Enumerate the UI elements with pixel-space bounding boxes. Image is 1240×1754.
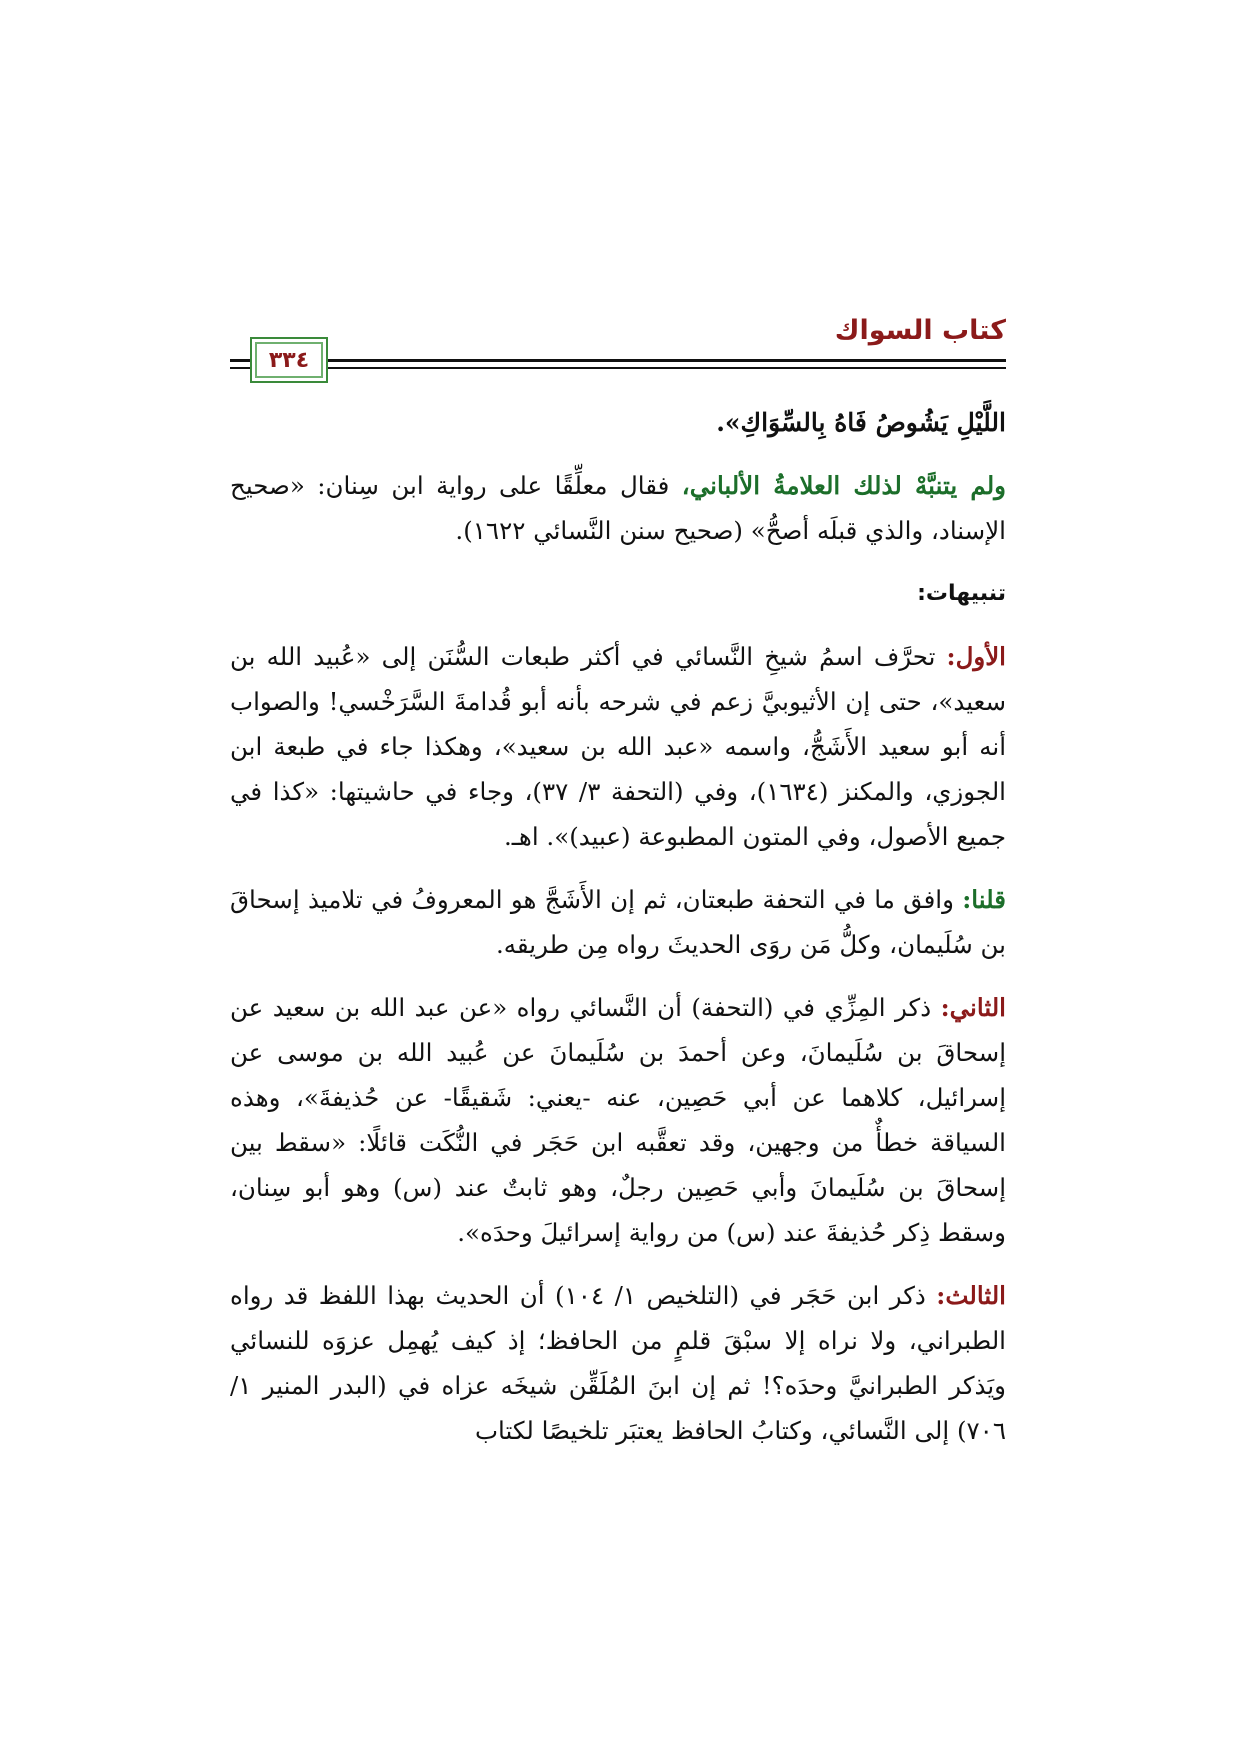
paragraph-second-note (230, 985, 1006, 1255)
paragraph-third-note (230, 1273, 1006, 1453)
paragraph-text: فقال معلِّقًا على رواية ابن سِنان: «صحيح الإسناد، والذي قبلَه أصحُّ» (صحيح سنن النَّسائي ١٦٢٢). (230, 471, 1006, 545)
page-body (230, 400, 1006, 1471)
paragraph-text: تحرَّف اسمُ شيخِ النَّسائي في أكثر طبعات السُّنَن إلى «عُبيد الله بن سعيد»، حتى إن الأثيوبيَّ زعم في شرحه بأنه أبو قُدامةَ السَّرَخْسي! والصواب أنه أبو سعيد الأَشَجُّ، واسمه «عبد الله بن سعيد»، وهكذا جاء في طبعة ابن الجوزي، والمكنز (١٦٣٤)، وفي (التحفة ٣/ ٣٧)، وجاء في حاشيتها: «كذا في جميع الأصول، وفي المتون المطبوعة (عبيد)». اهـ. (230, 642, 1006, 851)
paragraph-lead: ولم يتنبَّهْ لذلك العلامةُ الألباني، (681, 471, 1006, 500)
paragraph-hadith-end: اللَّيْلِ يَشُوصُ فَاهُ بِالسِّوَاكِ». (716, 408, 1006, 437)
book-title: كتاب السواك (834, 315, 1006, 346)
page-number: ٣٣٤ (250, 337, 328, 383)
paragraph-text: ذكر ابن حَجَر في (التلخيص ١/ ١٠٤) أن الحديث بهذا اللفظ قد رواه الطبراني، ولا نراه إلا سبْقَ قلمٍ من الحافظ؛ إذ كيف يُهمِل عزوَه للنسائي ويَذكر الطبرانيَّ وحدَه؟! ثم إن ابنَ المُلَقِّن شيخَه عزاه في (البدر المنير ١/ ٧٠٦) إلى النَّسائي، وكتابُ الحافظ يعتبَر تلخيصًا لكتاب (230, 1281, 1006, 1445)
paragraph-comment (230, 877, 1006, 967)
header-rule-bottom (230, 367, 1006, 369)
paragraph-text: ذكر المِزِّي في (التحفة) أن النَّسائي رواه «عن عبد الله بن سعيد عن إسحاقَ بن سُلَيمانَ، وعن أحمدَ بن سُلَيمانَ عن عُبيد الله بن موسى عن إسرائيل، كلاهما عن أبي حَصِين، عنه -يعني: شَقيقًا- عن حُذيفةَ»، وهذه السياقة خطأٌ من وجهين، وقد تعقَّبه ابن حَجَر في النُّكَت قائلًا: «سقط بين إسحاقَ بن سُلَيمانَ وأبي حَصِين رجلٌ، وهو ثابتٌ عند (س) وهو أبو سِنان، وسقط ذِكر حُذيفةَ عند (س) من رواية إسرائيلَ وحدَه». (230, 993, 1006, 1247)
paragraph-first-note (230, 634, 1006, 859)
paragraph-lead: الثالث: (936, 1281, 1006, 1310)
paragraph-lead: قلنا: (962, 885, 1006, 914)
page-header (230, 315, 1006, 385)
header-rule-top (230, 359, 1006, 362)
paragraph-text: وافق ما في التحفة طبعتان، ثم إن الأَشَجَّ هو المعروفُ في تلاميذ إسحاقَ بن سُلَيمان، وكلُّ مَن روَى الحديثَ رواه مِن طريقه. (230, 885, 1006, 959)
paragraph-albani (230, 463, 1006, 553)
section-heading: تنبيهات: (917, 581, 1006, 606)
paragraph-lead: الثاني: (940, 993, 1006, 1022)
paragraph-lead: الأول: (946, 642, 1006, 671)
